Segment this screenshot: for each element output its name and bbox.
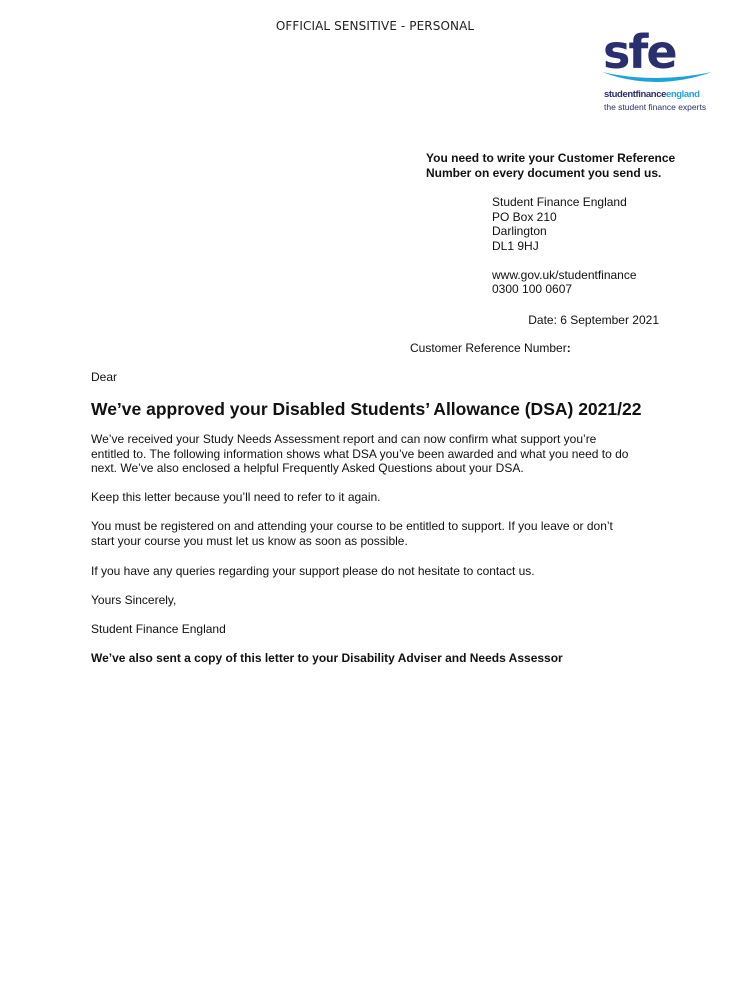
closing: Yours Sincerely, bbox=[91, 593, 177, 607]
intro-paragraph bbox=[91, 432, 671, 476]
crn-label: Customer Reference Number bbox=[410, 341, 567, 355]
registration-line2: start your course you must let us know as soon as possible. bbox=[91, 533, 408, 548]
address-spacer bbox=[492, 253, 637, 268]
letter-date: Date: 6 September 2021 bbox=[528, 313, 659, 327]
logo-name-part1: studentfinance bbox=[604, 89, 666, 100]
address-line2: PO Box 210 bbox=[492, 209, 557, 224]
address-website: www.gov.uk/studentfinance bbox=[492, 267, 637, 282]
queries-paragraph: If you have any queries regarding your support please do not hesitate to contact us. bbox=[91, 564, 535, 578]
logo-name bbox=[604, 89, 700, 100]
sender-address bbox=[492, 195, 637, 297]
logo-name-part2: england bbox=[665, 89, 700, 100]
letter-heading: We’ve approved your Disabled Students’ Allowance (DSA) 2021/22 bbox=[91, 399, 642, 419]
intro-line3: next. We’ve also enclosed a helpful Frequently Asked Questions about your DSA. bbox=[91, 461, 524, 475]
copy-note: We’ve also sent a copy of this letter to your Disability Adviser and Needs Assessor bbox=[91, 651, 563, 665]
reference-notice bbox=[426, 151, 726, 181]
address-line1: Student Finance England bbox=[492, 195, 627, 209]
registration-line1: You must be registered on and attending your course to be entitled to support. If you leave or don’t bbox=[91, 519, 613, 533]
logo-tagline: the student finance experts bbox=[604, 102, 707, 112]
logo-wordmark: sfe bbox=[603, 26, 676, 79]
sfe-logo bbox=[600, 26, 718, 116]
salutation: Dear bbox=[91, 370, 118, 384]
reference-notice-line1: You need to write your Customer Reference bbox=[426, 151, 676, 165]
signature: Student Finance England bbox=[91, 622, 226, 636]
reference-notice-line2: Number on every document you send us. bbox=[426, 166, 662, 180]
crn-colon: : bbox=[566, 341, 571, 355]
classification-marking: OFFICIAL SENSITIVE - PERSONAL bbox=[275, 19, 475, 33]
address-line3: Darlington bbox=[492, 224, 547, 238]
registration-paragraph bbox=[91, 519, 671, 548]
intro-line1: We’ve received your Study Needs Assessment report and can now confirm what support you’re bbox=[91, 432, 597, 446]
address-phone: 0300 100 0607 bbox=[492, 282, 573, 296]
intro-line2: entitled to. The following information shows what DSA you’ve been awarded and what you need to do bbox=[91, 446, 629, 461]
address-postcode: DL1 9HJ bbox=[492, 238, 539, 253]
customer-reference-number bbox=[410, 341, 571, 355]
keep-letter-paragraph: Keep this letter because you’ll need to refer to it again. bbox=[91, 490, 381, 504]
sfe-wordmark-graphic bbox=[600, 26, 718, 88]
